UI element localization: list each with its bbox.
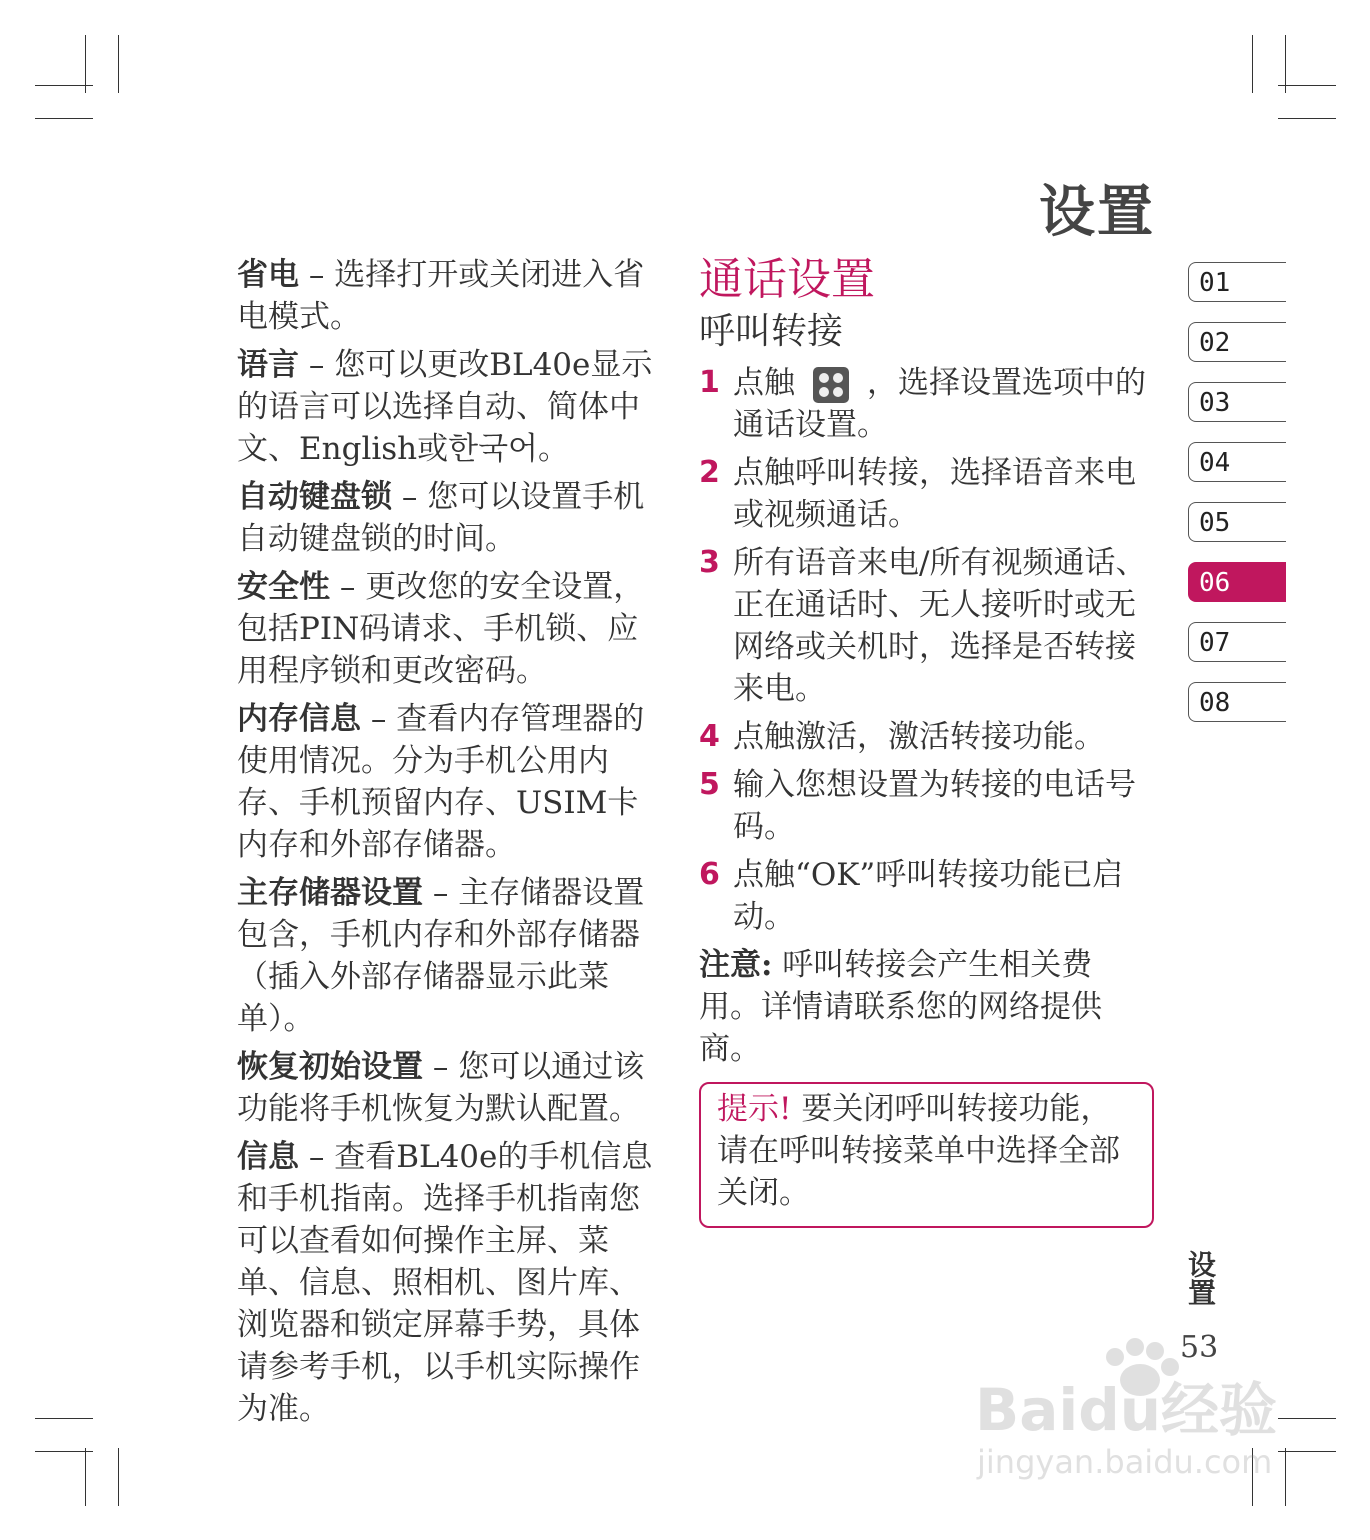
right-column [699,252,1154,1228]
crop-mark [85,1448,86,1506]
menu-grid-icon [813,367,849,403]
watermark-url: jingyan.baidu.com [977,1443,1273,1481]
tip-text: 要关闭呼叫转接功能，请在呼叫转接菜单中选择全部关闭。 [717,1091,1120,1211]
tip-box [699,1082,1154,1228]
chapter-tab-03[interactable]: 03 [1188,382,1286,422]
side-section-label: 设置 [1184,1250,1217,1306]
step-number: 2 [699,455,720,490]
setting-entry [237,344,667,470]
step-item [699,542,1154,710]
note-label: 注意: [699,947,773,983]
setting-description: – 查看BL40e的手机信息和手机指南。选择手机指南您可以查看如何操作主屏、菜单、信息、照相机、图片库、浏览器和锁定屏幕手势，具体请参考手机，以手机实际操作为准。 [237,1139,653,1427]
left-column [237,254,667,1436]
step-item [699,716,1154,758]
crop-mark [35,1418,93,1419]
step-text: 输入您想设置为转接的电话号码。 [733,767,1136,845]
setting-term: 恢复初始设置 [237,1049,423,1085]
note-text: 呼叫转接会产生相关费用。详情请联系您的网络提供商。 [699,947,1102,1067]
section-heading: 通话设置 [699,254,875,305]
crop-mark [85,35,86,93]
setting-term: 省电 [237,257,299,293]
setting-description: – 选择打开或关闭进入省电模式。 [237,257,645,335]
crop-mark [1278,85,1336,86]
step-text [733,362,1154,446]
chapter-tab-05[interactable]: 05 [1188,502,1286,542]
step-number: 3 [699,545,720,580]
sub-heading: 呼叫转接 [699,311,844,352]
step-text: 点触呼叫转接，选择语音来电或视频通话。 [733,455,1136,533]
step-item [699,764,1154,848]
step-text: 点触“OK”呼叫转接功能已启动。 [733,857,1124,935]
setting-term: 内存信息 [237,701,361,737]
crop-mark [1278,1418,1336,1419]
crop-mark [1252,35,1253,93]
step-number: 4 [699,719,720,754]
baidu-watermark-logo [965,1335,1285,1485]
chapter-tab-08[interactable]: 08 [1188,682,1286,722]
step-number: 6 [699,857,720,892]
chapter-tab-02[interactable]: 02 [1188,322,1286,362]
step-text-after: ，选择设置选项中的通话设置。 [733,365,1146,443]
setting-entry [237,1136,667,1430]
setting-entry [237,254,667,338]
crop-mark [1285,1448,1286,1506]
page-title: 设置 [1039,180,1155,245]
step-number: 5 [699,767,720,802]
setting-term: 信息 [237,1139,299,1175]
setting-description: – 您可以更改BL40e显示的语言可以选择自动、简体中文、English或한국어。 [237,347,653,467]
crop-mark [1278,118,1336,119]
crop-mark [118,35,119,93]
step-item [699,362,1154,446]
setting-entry [237,872,667,1040]
tip-label: 提示! [717,1091,792,1127]
setting-term: 主存储器设置 [237,875,423,911]
chapter-tab-07[interactable]: 07 [1188,622,1286,662]
setting-description: – 查看内存管理器的使用情况。分为手机公用内存、手机预留内存、USIM卡内存和外部存储器。 [237,701,645,863]
crop-mark [118,1448,119,1506]
watermark-brand: Baidu经验 [975,1376,1278,1444]
crop-mark [1285,35,1286,93]
setting-description: – 主存储器设置包含，手机内存和外部存储器（插入外部存储器显示此菜单）。 [237,875,645,1037]
crop-mark [1278,1451,1336,1452]
setting-term: 安全性 [237,569,330,605]
chapter-tab-04[interactable]: 04 [1188,442,1286,482]
step-text-before: 点触 [733,365,795,401]
note [699,944,1154,1070]
setting-description: – 更改您的安全设置，包括PIN码请求、手机锁、应用程序锁和更改密码。 [237,569,645,689]
step-text: 所有语音来电/所有视频通话、正在通话时、无人接听时或无网络或关机时，选择是否转接来电。 [733,545,1147,707]
page-number: 53 [1180,1330,1219,1365]
chapter-tab-06[interactable]: 06 [1188,562,1286,602]
setting-entry [237,1046,667,1130]
step-number: 1 [699,365,720,400]
setting-description: – 您可以通过该功能将手机恢复为默认配置。 [237,1049,645,1127]
setting-entry [237,566,667,692]
crop-mark [35,118,93,119]
setting-entry [237,476,667,560]
setting-term: 语言 [237,347,299,383]
step-text: 点触激活，激活转接功能。 [733,719,1105,755]
step-item [699,452,1154,536]
setting-term: 自动键盘锁 [237,479,392,515]
setting-description: – 您可以设置手机自动键盘锁的时间。 [237,479,645,557]
step-item [699,854,1154,938]
chapter-tabs [1188,262,1286,742]
setting-entry [237,698,667,866]
chapter-tab-01[interactable]: 01 [1188,262,1286,302]
steps-list [699,452,1154,938]
